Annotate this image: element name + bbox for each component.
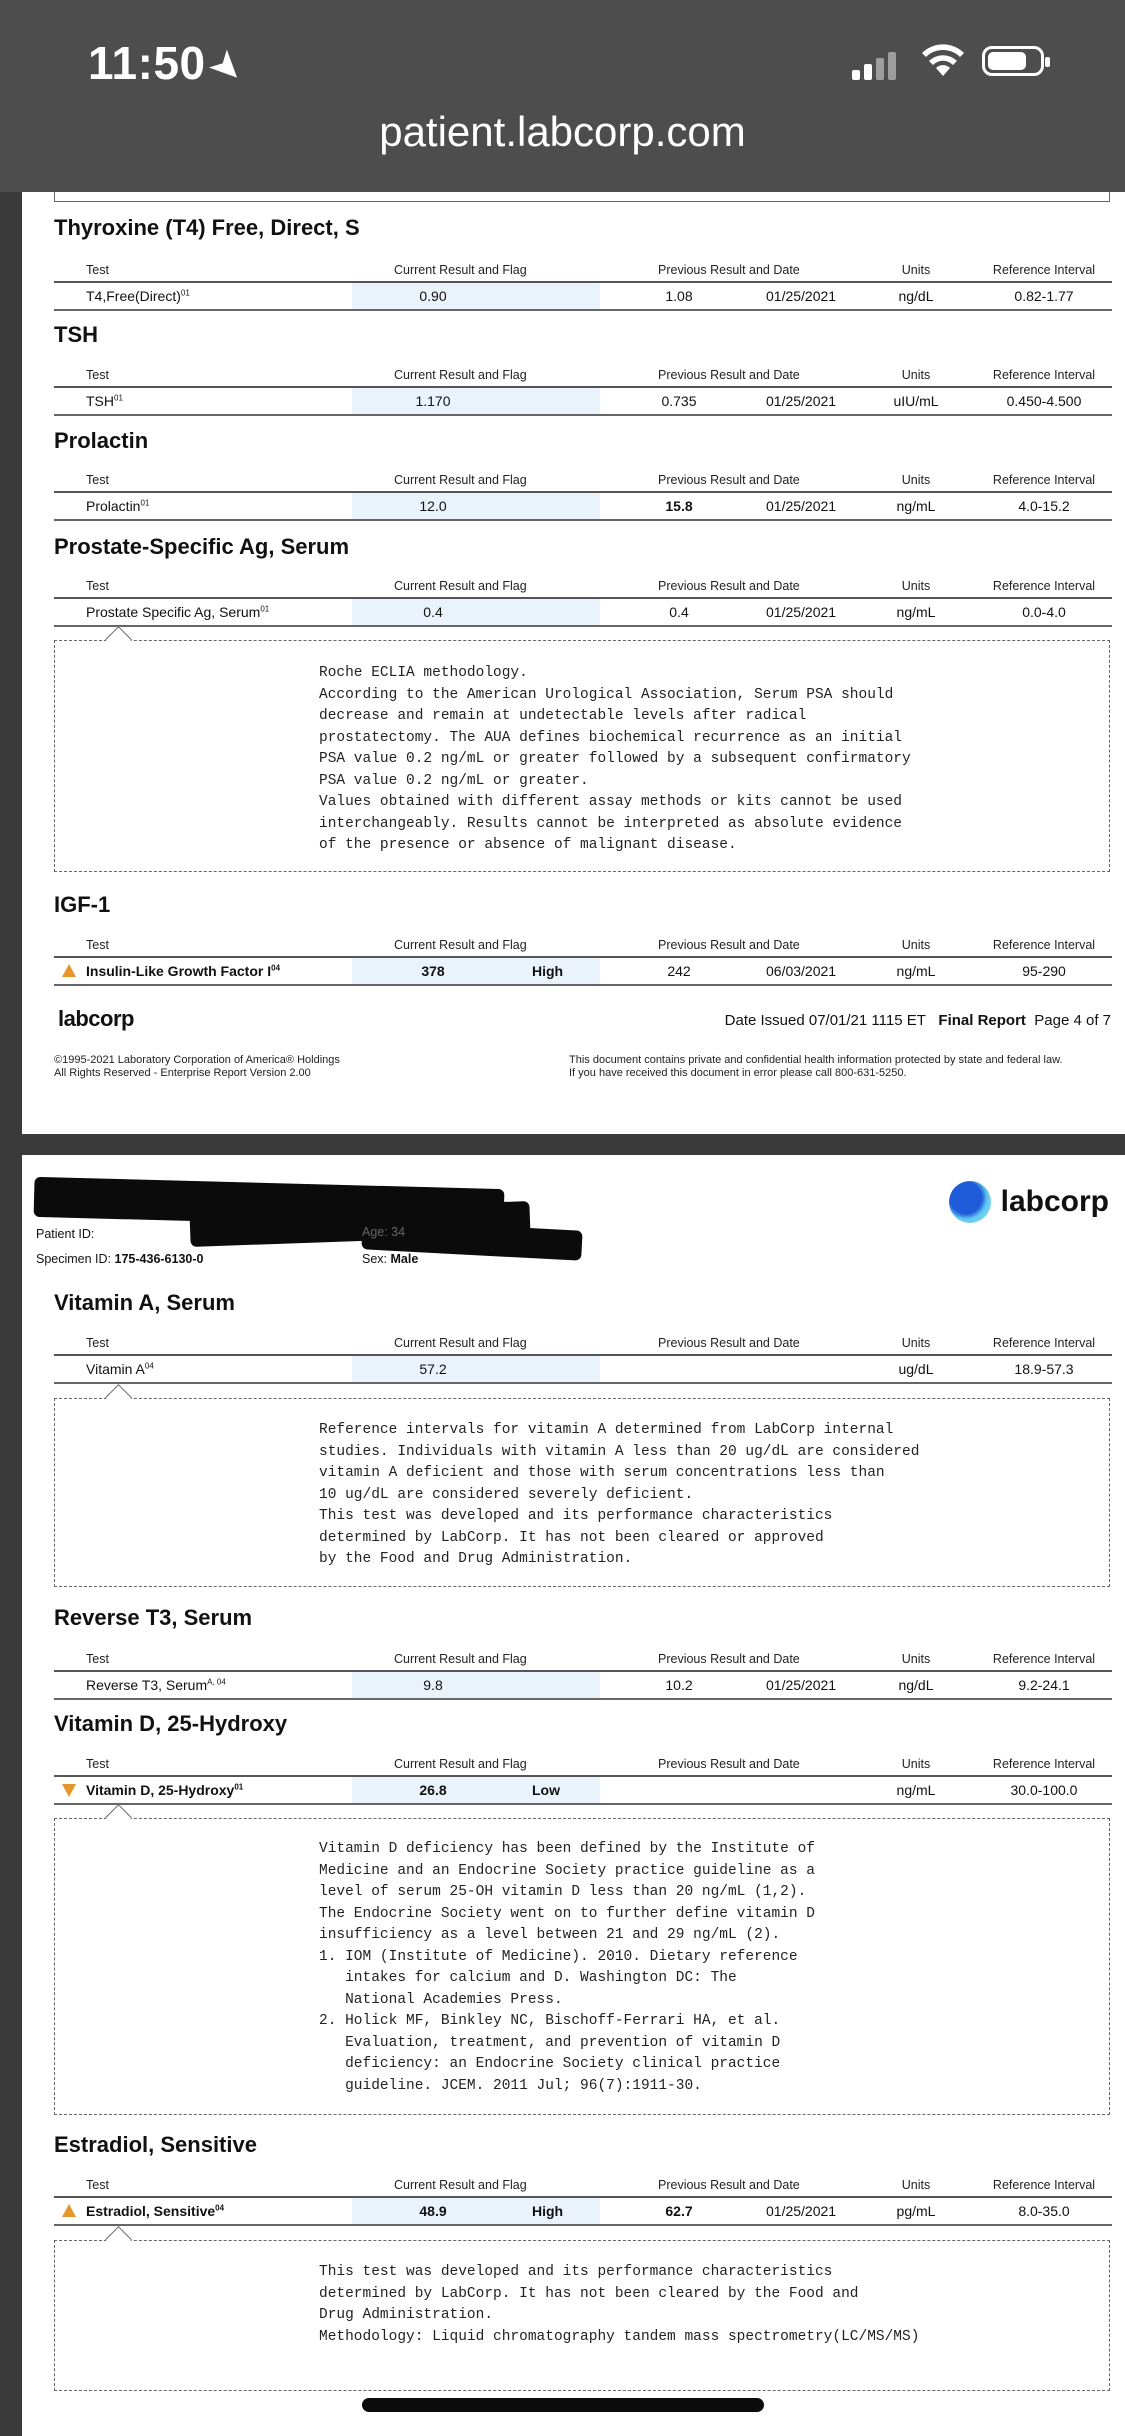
labcorp-logo-mark [949,1181,991,1223]
reference-interval: 0.82-1.77 [1014,288,1074,304]
table-row [54,283,1112,311]
wifi-icon [920,42,966,78]
test-name [86,393,123,409]
current-result-highlight [352,388,600,414]
column-header-units: Units [901,938,931,952]
column-header-test: Test [86,263,109,277]
status-time: 11:50➤ [88,37,253,92]
current-result: 57.2 [419,1361,447,1377]
current-result-highlight [352,283,600,309]
result-comment-box [54,1818,1110,2115]
reference-interval: 4.0-15.2 [1018,498,1070,514]
patient-sex: Sex: Male [362,1252,419,1266]
column-header-test: Test [86,1336,109,1350]
result-units: ng/mL [896,604,936,620]
test-name-text: Insulin-Like Growth Factor I [86,963,272,979]
results-table-header [54,257,1112,283]
column-header-previous: Previous Result and Date [658,473,800,487]
current-result-highlight [352,1356,600,1382]
results-table-header [54,573,1112,599]
column-header-current: Current Result and Flag [394,1652,527,1666]
current-result-highlight [352,599,600,625]
comment-pointer [105,1384,132,1411]
previous-note-box-edge [54,192,1110,202]
high-flag-icon [62,2204,76,2217]
lab-footnote-code: 04 [144,1361,154,1371]
result-units: ng/mL [896,963,936,979]
section-title: Vitamin D, 25-Hydroxy [54,1711,288,1736]
column-header-units: Units [901,1336,931,1350]
results-table-header [54,932,1112,958]
results-table-header [54,1751,1112,1777]
column-header-reference: Reference Interval [992,263,1096,277]
date-issued: Date Issued 07/01/21 1115 ET [724,1012,926,1029]
footer-report-info [725,1012,1111,1029]
table-row [54,1356,1112,1384]
previous-result: 62.7 [665,2203,693,2219]
column-header-current: Current Result and Flag [394,1336,527,1350]
column-header-test: Test [86,938,109,952]
current-result: 12.0 [419,498,447,514]
previous-result-date: 01/25/2021 [766,393,837,409]
column-header-units: Units [901,368,931,382]
test-name [86,1677,226,1693]
section-title: IGF-1 [54,892,111,917]
test-name-text: Prostate Specific Ag, Serum [86,604,261,620]
test-name-text: T4,Free(Direct) [86,288,181,304]
column-header-current: Current Result and Flag [394,263,527,277]
test-name-text: Vitamin A [86,1361,145,1377]
result-comment-box [54,2240,1110,2391]
lab-footnote-code: 01 [114,393,123,403]
lab-footnote-code: 04 [215,2203,225,2213]
result-comment-text: Reference intervals for vitamin A determined from LabCorp internal studies. Individuals with vitamin A less than 20 ug/dL are considered vitamin A deficient and those with serum concentrations less than 10 ug/dL are considered severely deficient. This test was developed and its performance characteristics determined by LabCorp. It has not been cleared or approved by the Food and Drug Administration. [319,1422,920,1567]
test-name-text: Estradiol, Sensitive [86,2203,216,2219]
column-header-test: Test [86,368,109,382]
column-header-previous: Previous Result and Date [658,263,800,277]
section-title: Prostate-Specific Ag, Serum [54,534,350,559]
section-title: Prolactin [54,428,149,453]
column-header-reference: Reference Interval [992,579,1096,593]
cellular-signal-icon [852,50,898,80]
previous-result: 0.735 [661,393,697,409]
previous-result: 15.8 [665,498,693,514]
reference-interval: 0.450-4.500 [1006,393,1082,409]
result-units: pg/mL [896,2203,936,2219]
column-header-current: Current Result and Flag [394,368,527,382]
column-header-reference: Reference Interval [992,1757,1096,1771]
table-row [54,599,1112,627]
patient-age: Age: 34 [362,1225,406,1239]
column-header-reference: Reference Interval [992,1336,1096,1350]
low-flag-icon [62,1784,76,1797]
test-name [86,963,280,979]
column-header-current: Current Result and Flag [394,938,527,952]
test-name-text: Prolactin [86,498,141,514]
previous-result-date: 06/03/2021 [766,963,837,979]
current-result: 1.170 [415,393,451,409]
column-header-test: Test [86,1652,109,1666]
previous-result: 0.4 [669,604,689,620]
result-units: ng/dL [898,288,934,304]
table-row [54,958,1112,986]
results-table-header [54,467,1112,493]
current-result: 48.9 [419,2203,447,2219]
lab-footnote-code: 01 [180,288,190,298]
table-row [54,1672,1112,1700]
specimen-id: Specimen ID: 175-436-6130-0 [36,1252,204,1266]
result-units: ng/mL [896,498,936,514]
home-indicator[interactable] [362,2398,764,2412]
column-header-reference: Reference Interval [992,938,1096,952]
results-table-header [54,1330,1112,1356]
current-result: 26.8 [419,1782,447,1798]
current-result-highlight [352,493,600,519]
reference-interval: 8.0-35.0 [1018,2203,1070,2219]
column-header-units: Units [901,1757,931,1771]
previous-result-date: 01/25/2021 [766,2203,837,2219]
column-header-previous: Previous Result and Date [658,1757,800,1771]
result-flag: High [532,963,564,979]
report-page-5 [22,1155,1125,2436]
lab-footnote-code: A, 04 [207,1677,226,1687]
column-header-units: Units [901,2178,931,2192]
table-row [54,2198,1112,2226]
section-title: Estradiol, Sensitive [54,2132,257,2157]
current-result-highlight [352,1777,600,1803]
test-name [86,604,269,620]
page-number: Page 4 of 7 [1034,1012,1111,1029]
column-header-units: Units [901,263,931,277]
column-header-current: Current Result and Flag [394,579,527,593]
column-header-current: Current Result and Flag [394,1757,527,1771]
lab-footnote-code: 04 [271,963,281,973]
column-header-units: Units [901,473,931,487]
column-header-test: Test [86,2178,109,2192]
column-header-units: Units [901,579,931,593]
comment-pointer [105,626,132,653]
section-title: Vitamin A, Serum [54,1290,235,1315]
current-result: 378 [421,963,445,979]
footer-copyright: ©1995-2021 Laboratory Corporation of America® Holdings All Rights Reserved - Enterprise Report Version 2.00 [54,1054,340,1079]
test-name-text: Vitamin D, 25-Hydroxy [86,1782,235,1798]
reference-interval: 9.2-24.1 [1018,1677,1070,1693]
column-header-reference: Reference Interval [992,473,1096,487]
labcorp-logo: labcorp [1001,1185,1109,1219]
result-comment-box [54,1398,1110,1587]
table-row [54,1777,1112,1805]
column-header-test: Test [86,473,109,487]
high-flag-icon [62,964,76,977]
browser-status-bar [0,0,1125,192]
final-report-label: Final Report [938,1012,1026,1029]
previous-result: 10.2 [665,1677,693,1693]
results-table-header [54,2172,1112,2198]
test-name-text: TSH [86,393,114,409]
result-units: ug/dL [898,1361,934,1377]
previous-result-date: 01/25/2021 [766,604,837,620]
reference-interval: 18.9-57.3 [1014,1361,1074,1377]
column-header-current: Current Result and Flag [394,473,527,487]
test-name [86,1782,243,1798]
previous-result: 242 [667,963,691,979]
column-header-test: Test [86,1757,109,1771]
comment-pointer [105,2226,132,2253]
column-header-current: Current Result and Flag [394,2178,527,2192]
column-header-previous: Previous Result and Date [658,2178,800,2192]
column-header-reference: Reference Interval [992,368,1096,382]
patient-id-label: Patient ID: [36,1227,95,1241]
reference-interval: 30.0-100.0 [1010,1782,1078,1798]
result-flag: High [532,2203,564,2219]
test-name [86,1361,154,1377]
reference-interval: 95-290 [1022,963,1066,979]
test-name [86,2203,224,2219]
table-row [54,388,1112,416]
table-row [54,493,1112,521]
column-header-test: Test [86,579,109,593]
comment-pointer [105,1804,132,1831]
result-units: uIU/mL [893,393,939,409]
results-table-header [54,1646,1112,1672]
current-result: 0.90 [419,288,447,304]
column-header-previous: Previous Result and Date [658,368,800,382]
result-flag: Low [532,1782,560,1798]
current-result: 9.8 [423,1677,443,1693]
results-table-header [54,362,1112,388]
column-header-previous: Previous Result and Date [658,1336,800,1350]
lab-footnote-code: 01 [234,1782,244,1792]
battery-icon [982,46,1044,76]
previous-result-date: 01/25/2021 [766,498,837,514]
test-name [86,288,190,304]
column-header-previous: Previous Result and Date [658,579,800,593]
address-bar-url[interactable]: patient.labcorp.com [379,108,746,155]
column-header-previous: Previous Result and Date [658,1652,800,1666]
footer-labcorp-logo: labcorp [58,1006,134,1031]
result-comment-text: Roche ECLIA methodology. According to the American Urological Association, Serum PSA should decrease and remain at undetectable levels after radical prostatectomy. The AUA defines biochemical recurrence as an initial PSA value 0.2 ng/mL or greater followed by a subsequent confirmatory PSA value 0.2 ng/mL or greater. Values obtained with different assay methods or kits cannot be used interchangeably. Results cannot be interpreted as absolute evidence of the presence or absence of malignant disease. [319,665,911,853]
footer-privacy: This document contains private and confidential health information protected by state and federal law. If you have received this document in error please call 800-631-5250. [569,1054,1063,1079]
report-page-4 [22,192,1125,1134]
result-comment-text: Vitamin D deficiency has been defined by the Institute of Medicine and an Endocrine Society practice guideline as a level of serum 25-OH vitamin D less than 20 ng/mL (1,2). The Endocrine Society went on to further define vitamin D insufficiency as a level between 21 and 29 ng/mL (2). 1. IOM (Institute of Medicine). 2010. Dietary reference intakes for calcium and D. Washington DC: The National Academies Press. 2. Holick MF, Binkley NC, Bischoff-Ferrari HA, et al. Evaluation, treatment, and prevention of vitamin D deficiency: an Endocrine Society clinical practice guideline. JCEM. 2011 Jul; 96(7):1911-30. [319,1841,815,2094]
column-header-units: Units [901,1652,931,1666]
previous-result: 1.08 [665,288,693,304]
result-units: ng/mL [896,1782,936,1798]
current-result-highlight [352,1672,600,1698]
lab-footnote-code: 01 [260,604,270,614]
result-units: ng/dL [898,1677,934,1693]
previous-result-date: 01/25/2021 [766,1677,837,1693]
test-name [86,498,149,514]
current-result: 0.4 [423,604,443,620]
lab-footnote-code: 01 [140,498,150,508]
column-header-reference: Reference Interval [992,1652,1096,1666]
previous-result-date: 01/25/2021 [766,288,837,304]
section-title: Reverse T3, Serum [54,1605,253,1630]
test-name-text: Reverse T3, Serum [86,1677,208,1693]
reference-interval: 0.0-4.0 [1022,604,1066,620]
result-comment-text: This test was developed and its performance characteristics determined by LabCorp. It has not been cleared by the Food and Drug Administration. Methodology: Liquid chromatography tandem mass spectrometry(LC/MS/MS) [319,2264,920,2345]
column-header-reference: Reference Interval [992,2178,1096,2192]
section-title: Thyroxine (T4) Free, Direct, S [54,215,360,240]
column-header-previous: Previous Result and Date [658,938,800,952]
result-comment-box [54,640,1110,872]
location-arrow-icon: ➤ [201,41,253,92]
section-title: TSH [54,322,98,347]
